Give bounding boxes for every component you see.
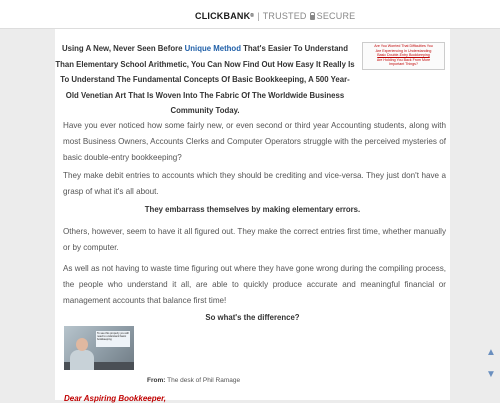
thumbnail-ad-line: Are Experiencing In Understanding <box>375 48 432 53</box>
photo-note: To see this properly you will need to understand basic bookkeeping <box>96 331 130 347</box>
trusted-label: TRUSTED <box>262 11 307 21</box>
salutation: Dear Aspiring Bookkeeper, <box>64 394 166 403</box>
photo-person-body <box>70 350 94 370</box>
intro-highlight: Unique Method <box>184 44 241 53</box>
clickbank-trusted-secure-badge[interactable] <box>195 11 355 21</box>
paragraph-2: They make debit entries to accounts which they should be crediting and vice-versa. They just don't have a grasp of what it's all about. <box>63 171 446 196</box>
paragraph-4: As well as not having to waste time figuring out where they have gone wrong during the compiling process, the people who understand it all, are able to quickly produce accurate and meaningful financial or management accounts that balance first time! <box>63 264 446 305</box>
paragraph-1: Have you ever noticed how some fairly new, or even second or third year Accounting students, along with most Business Owners, Accounts Clerks and Computer Operators struggle with the perceived mysteries of basic double-entry bookkeeping? <box>63 121 446 162</box>
thumbnail-ad-line: Important Things? <box>389 62 418 67</box>
thumbnail-ad-line: Basic Double-Entry Bookkeeping <box>377 53 430 58</box>
desk-photo <box>64 326 134 370</box>
intro-part1: Using A New, Never Seen Before <box>62 44 185 53</box>
scroll-up-icon[interactable]: ▲ <box>486 347 496 358</box>
thumbnail-ad-line: Are You Worried That Difficulties You <box>374 44 433 48</box>
bold-statement-2: So what's the difference? <box>205 313 300 322</box>
lock-icon <box>310 15 315 20</box>
intro-headline <box>55 41 355 119</box>
caption-label: From: <box>147 377 166 384</box>
secure-label: SECURE <box>316 11 356 21</box>
brand-mark: ® <box>250 13 255 19</box>
photo-person-head <box>76 338 88 351</box>
brand-name: CLICKBANK <box>195 11 251 21</box>
thumbnail-ad-line: Are Holding You Back From More <box>376 57 431 62</box>
caption-text: The desk of Phil Ramage <box>165 377 241 384</box>
paragraph-3: Others, however, seem to have it all figured out. They make the correct entries first time, whether manually or by computer. <box>63 227 446 252</box>
photo-caption <box>147 377 240 384</box>
brand-separator: | <box>257 11 260 21</box>
intro-part2: That's Easier To Understand Than Elementary School Arithmetic, You Can Now Find Out How Easy It Really Is To Understand The Fundamental Concepts Of Basic Bookkeeping, A 500 Year-Old Venetian Art That Is Woven Into The Fabric Of The Worldwide Business Community Today. <box>55 44 355 115</box>
bold-statement-1: They embarrass themselves by making elementary errors. <box>144 205 361 214</box>
thumbnail-ad[interactable] <box>362 42 445 70</box>
scroll-down-icon[interactable]: ▼ <box>486 369 496 380</box>
top-bar <box>0 0 500 29</box>
